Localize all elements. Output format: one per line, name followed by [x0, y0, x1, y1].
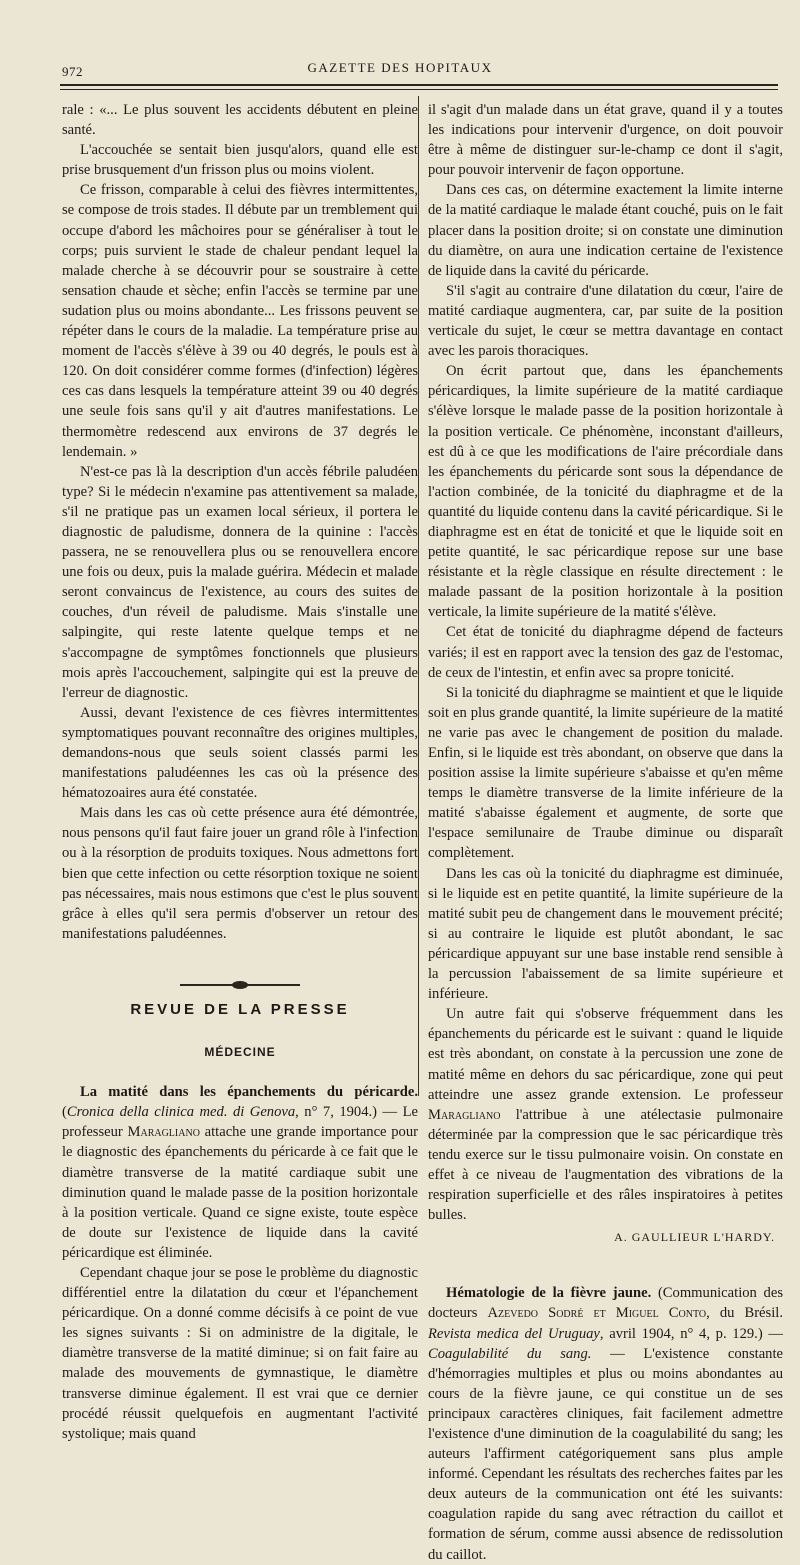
article-paragraph	[428, 1283, 783, 1564]
text-run: , du Brésil.	[706, 1305, 783, 1322]
running-head-title: GAZETTE DES HOPITAUX	[307, 60, 493, 75]
paragraph: Mais dans les cas où cette présence aura été démontrée, nous pensons qu'il faut faire jouer un grand rôle à l'infection ou à la résorption de produits toxiques. Nous admettons fort bien que cette infection ou cette résorption toxique ne soient pas nécessaires, mais nous estimons que c'est le plus souvent grâce à elles qu'il sera permis d'observer un retour des manifestations paludéennes.	[62, 805, 418, 942]
text-run: — L'existence constante d'hémorragies multiples et plus ou moins abondantes au cours de la fièvre jaune, ce qui constitue un de ses principaux caractères cliniques, fait facilement admettre l'existence d'une diminution de la coagulabilité du sang; les auteurs l'affirment catégoriquement sans plus ample informé. Cependant les résultats des recherches faites par les deux auteurs de la communication ont été les suivants: coagulation rapide du sang avec rétraction du caillot et formation de sérum, comme aussi absence de redissolution du caillot.	[428, 1345, 783, 1563]
article-paragraph	[62, 1082, 418, 1263]
header-rule	[60, 84, 778, 90]
left-column	[62, 100, 418, 1444]
paragraph: Ce frisson, comparable à celui des fièvres intermittentes, se compose de trois stades. Il débute par un tremblement qui occupe d'abord les mâchoires pour se généraliser à tout le corps; puis survient le stade de chaleur pendant lequel la malade cherche à se découvrir pour se soustraire à cette sensation chaude et sèche; enfin l'accès se termine par une sudation plus ou moins abondante... Les frissons peuvent se répéter dans le cours de la maladie. La température prise au moment de l'accès s'élève à 39 ou 40 degrés, le pouls est à 120. On doit considérer comme formes (d'infection) légères ces cas dans lesquels la température atteint 39 ou 40 degrés une seule fois sans qu'il y ait d'autres manifestations. Le thermomètre redescend aux environs de 37 degrés le lendemain. »	[62, 182, 418, 460]
paragraph: Dans les cas où la tonicité du diaphragme est diminuée, si le liquide est en petite quantité, la limite supérieure de la matité subit peu de changement dans le mouvement précité; si au contraire le liquide est plutôt abondant, le sac péricardique appuyant sur une base instable rend sensible à la percussion l'abaissement de sa limite supérieure et inférieure.	[428, 865, 783, 1003]
text-run: , avril 1904, n° 4, p. 129.) —	[599, 1325, 783, 1342]
paragraph: Aussi, devant l'existence de ces fièvres intermittentes symptomatiques pouvant reconnaître des origines multiples, demandons-nous que seuls soient classés parmi les manifestations paludéennes les cas où la présence des hématozoaires aura été constatée.	[62, 704, 418, 802]
paragraph: S'il s'agit au contraire d'une dilatation du cœur, l'aire de matité cardiaque augmentera, car, par suite de la position verticale du sujet, le cœur se mettra davantage en contact avec les parois thoraciques.	[428, 282, 783, 360]
article-title: Hématologie de la fièvre jaune.	[446, 1285, 652, 1302]
article-title: La matité dans les épanchements du péricarde.	[80, 1084, 418, 1101]
section-ornament	[180, 984, 300, 986]
paragraph: L'accouchée se sentait bien jusqu'alors, quand elle est prise brusquement d'un frisson plus ou moins violent.	[62, 142, 418, 179]
text-run: attache une grande importance pour le diagnostic des épanchements du péricarde à ce fait que le diamètre transverse de la matité cardiaque subit une diminution quand le malade passe de la position horizontale à la position verticale. Quand ce signe existe, toute espèce de doute sur l'existence de liquide dans la cavité péricardique est éliminée.	[62, 1124, 418, 1261]
article-source: Cronica della clinica med. di Genova	[66, 1104, 296, 1121]
text-run: , n° 7, 1904.) — Le professeur	[62, 1104, 418, 1141]
paragraph	[428, 1004, 783, 1225]
paragraph: Cependant chaque jour se pose le problème du diagnostic différentiel entre la dilatation du cœur et l'épanchement péricardique. On a donné comme décisifs à ce point de vue les signes suivants : Si on administre de la digitale, le diamètre transverse de la matité diminue; si on fait faire au malade des mouvements de gymnastique, le diamètre transverse diminue également. Il est vrai que ce dernier procédé réussit quelquefois en augmentant l'activité systolique; mais quand	[62, 1264, 418, 1442]
paragraph: il s'agit d'un malade dans un état grave, quand il y a toutes les indications pour intervenir d'urgence, on doit pouvoir être à même de distinguer sur-le-champ ce dont il s'agit, pour pouvoir intervenir de façon opportune.	[428, 102, 783, 179]
right-column	[428, 100, 783, 1565]
author-name: Maragliano	[127, 1124, 200, 1141]
text-run: Un autre fait qui s'observe fréquemment dans les épanchements du péricarde est le suivant : quand le liquide est très abondant, on constate à la percussion une zone de matité même en dehors du sac péricardique, zone qui peut atteindre une assez grande extension. Le professeur	[428, 1006, 783, 1103]
author-names: Azevedo Sodré et Miguel Conto	[487, 1305, 707, 1322]
paragraph: Dans ces cas, on détermine exactement la limite interne de la matité cardiaque le malade étant couché, puis on le fait placer dans la position droite; si on constate une diminution du diamètre, on aura une indication certaine de l'existence de liquide dans la cavité du péricarde.	[428, 182, 783, 279]
subsection-title: MÉDECINE	[204, 1045, 276, 1060]
author-name: Maragliano	[428, 1106, 501, 1123]
article-source: Revista medica del Uruguay	[428, 1325, 600, 1342]
section-title: REVUE DE LA PRESSE	[130, 1000, 350, 1018]
paragraph: rale : «... Le plus souvent les accidents débutent en pleine santé.	[62, 102, 418, 139]
paragraph: Si la tonicité du diaphragme se maintient et que le liquide soit en plus grande quantité, la limite supérieure de la matité ne varie pas avec le changement de position du malade. Enfin, si le liquide est très abondant, on observe que dans la position assise la limite supérieure s'abaisse et qu'en même temps le diamètre transverse de la limite inférieure de la matité s'abaisse également et augmente, de sorte que l'espace semilunaire de Traube diminue ou disparaît complètement.	[428, 684, 783, 862]
text-run: (Communication des docteurs	[428, 1285, 783, 1322]
paragraph: Cet état de tonicité du diaphragme dépend de facteurs variés; il est en rapport avec la tension des gaz de l'estomac, de ceux de l'intestin, et enfin avec sa propre tonicité.	[428, 624, 783, 681]
text-run: (	[62, 1104, 67, 1121]
text-run: l'attribue à une atélectasie pulmonaire déterminée par la compression que le sac péricardique très tendu exerce sur le tissu pulmonaire voisin. On constate en effet à ce niveau de l'augmentation des vibrations de la respiration superficielle et des râles inspiratoires à petites bulles.	[428, 1106, 783, 1224]
column-divider	[418, 96, 419, 1096]
author-signature: A. GAULLIEUR L'HARDY.	[614, 1230, 775, 1245]
page-number: 972	[62, 64, 83, 79]
article-subtitle: Coagulabilité du sang.	[428, 1345, 592, 1362]
paragraph: On écrit partout que, dans les épanchements péricardiques, la limite supérieure de la matité cardiaque s'élève lorsque le malade passe de la position horizontale à la position verticale. Ce phénomène, inconstant d'ailleurs, est dû à ce que les modifications de l'aire précordiale dans les épanchements du péricarde sont sous la dépendance de l'action combinée, de la tonicité du diaphragme et de la quantité du liquide contenu dans la cavité péricardique. Si le diaphragme est en état de tonicité et que le liquide soit en petite quantité, le sac péricardique repose sur une base résistante et la règle classique en résulte directement : le malade passant de la position horizontale à la position verticale, la limite supérieure de la matité s'élève.	[428, 363, 783, 621]
paragraph: N'est-ce pas là la description d'un accès fébrile paludéen type? Si le médecin n'examine pas attentivement sa malade, s'il ne pratique pas un examen local sérieux, il portera le diagnostic de paludisme, donnera de la quinine : l'accès passera, ne se renouvellera plus ou se renouvellera encore une fois ou deux, puis la malade guérira. Médecin et malade seront convaincus de l'existence, au cours des suites de couches, d'un réveil de paludisme. Mais s'installe une salpingite, qui reste latente quelque temps et ne s'accompagne de symptômes fonctionnels que plusieurs mois après l'accouchement, salpingite qui est la preuve de l'erreur de diagnostic.	[62, 463, 418, 701]
